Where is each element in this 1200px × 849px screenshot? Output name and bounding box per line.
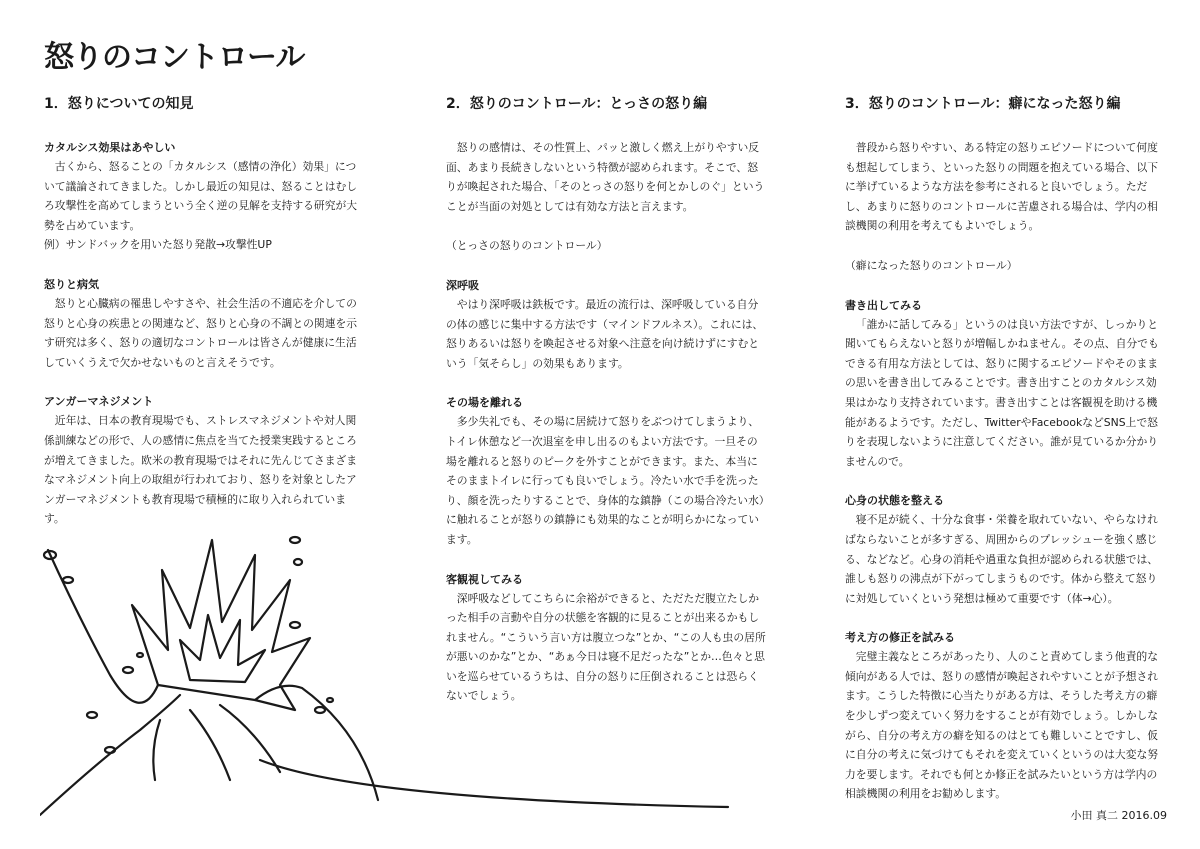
rock	[63, 577, 73, 583]
volcano-left-slope	[48, 550, 158, 703]
rock	[137, 653, 143, 657]
sudden-anger-subtitle: （とっさの怒りのコントロール）	[446, 239, 608, 253]
volcano-inner-ridge-2	[220, 705, 280, 772]
deep-breath-body: やはり深呼吸は鉄板です。最近の流行は、深呼吸している自分の体の感じに集中する方法です（マインドフルネス）。これには、怒りあるいは怒りを喚起させる対象へ注意を向け続けずにすむという「気そらし」の効果もあります。	[446, 297, 764, 370]
anger-management-body: 近年は、日本の教育現場でも、ストレスマネジメントや対人関係訓練などの形で、人の感情に焦点を当てた授業実践するところが増えてきました。欧米の教育現場ではそれに先んじてさまざまなマネジメント向上の取組が行われており、怒りを対象としたアンガーマネジメントも教育現場で積極的に取り入れられています。	[44, 414, 358, 526]
rock	[294, 559, 302, 565]
sudden-anger-intro: 怒りの感情は、その性質上、パッと激しく燃え上がりやすい反面、あまり長続きしないという特徴が認められます。そこで、怒りが喚起された場合、「そのとっさの怒りを何とかしのぐ」ということが当面の対処としては有効な方法と言えます。	[446, 141, 765, 213]
anger-management-title: アンガーマネジメント	[44, 395, 154, 409]
deep-breath-title: 深呼吸	[446, 278, 479, 292]
habitual-anger-subtitle: （癖になった怒りのコントロール）	[845, 258, 1018, 272]
ground-line	[260, 760, 728, 807]
write-out-title: 書き出してみる	[845, 298, 922, 312]
volcano-base-left	[40, 695, 180, 815]
catharsis-title: カタルシス効果はあやしい	[44, 141, 176, 154]
rock	[123, 667, 133, 673]
anger-illness-title: 怒りと病気	[44, 277, 99, 291]
write-out-body: 「誰かに話してみる」というのは良い方法ですが、しっかりと聞いてもらえないと怒りが増幅しかねません。その点、自分でもできる有用な方法としては、怒りに関するエピソードやそのままの思いを書き出してみることです。書き出すことのカタルシス効果はかなり支持されています。書き出すことは客観視を助ける機能があるようです。ただし、TwitterやFacebookなどSNS上で怒りを表現しないように注意してください。誰が見ているか分かりませんので。	[845, 317, 1159, 468]
thinking-fix-body: 完璧主義なところがあったり、人のこと責めてしまう他責的な傾向がある人では、怒りの感情が喚起されやすいことが予想されます。こうした特徴に心当たりがある方は、そうした考え方の癖を少しずつ変えていく努力をすることが有効でしょう。しかしながら、自分の考え方の癖を知るのはとても難しいことですし、仮に自分の考えに気づけてもそれを変えていくというのは大変な努力を要します。それでも何とか修正を試みたいという方は学内の相談機関の利用をお勧めします。	[845, 650, 1159, 801]
volcano-inner-ridge-3	[153, 720, 160, 780]
leave-place-body: 多少失礼でも、その場に居続けて怒りをぶつけてしまうより、トイレ休憩など一次退室を申し出るのもよい方法です。一旦その場を離れると怒りのピークを外すことができます。また、本当にそのままトイレに行っても良いでしょう。冷たい水で手を洗ったり、顔を洗ったりすることで、身体的な鎮静（この場合冷たい水）に触れることが怒りの鎮静にも効果的なことが明らかになっています。	[446, 415, 765, 546]
volcano-inner-ridge	[190, 710, 230, 780]
objective-view-title: 客観視してみる	[446, 572, 523, 586]
rock	[87, 712, 97, 718]
rock	[327, 698, 333, 702]
volcano-icon	[40, 510, 740, 820]
thinking-fix-title: 考え方の修正を試みる	[845, 631, 955, 645]
body-condition-body: 寝不足が続く、十分な食事・栄養を取れていない、やらなければならないことが多すぎる、周囲からのプレッシューを強く感じる、などなど。心身の消耗や過重な負担が認められる状態では、誰しも怒りの沸点が下がってしまうものです。体から整えて怒りに対処していくという発想は極めて重要です（体→心）。	[845, 513, 1159, 605]
objective-view-body: 深呼吸などしてこちらに余裕ができると、ただただ腹立たしかった相手の言動や自分の状態を客観的に見ることが出来るかもしれません。“こういう言い方は腹立つな”とか、“この人も虫の居所が悪いのかな”とか、“あぁ今日は寝不足だったな”とか…色々と思いを巡らせているうちは、自分の怒りに圧倒されることは恐らくないでしょう。	[446, 591, 766, 703]
section-heading-3: 3．怒りのコントロール：癖になった怒り編	[845, 96, 1121, 112]
catharsis-body: 古くから、怒ることの「カタルシス（感情の浄化）効果」について議論されてきました。しかし最近の知見は、怒ることはむしろ攻撃性を高めてしまうという全く逆の見解を支持する研究が大勢を占めています。	[44, 160, 358, 232]
signature: 小田 真二 2016.09	[1070, 809, 1167, 823]
section-heading-2: 2．怒りのコントロール：とっさの怒り編	[446, 96, 708, 112]
anger-illness-body: 怒りと心臓病の罹患しやすさや、社会生活の不適応を介しての怒りと心身の疾患との関連など、怒りと心身の不調との関連を示す研究は多く、怒りの適切なコントロールは皆さんが健康に生活していくうえで欠かせないものと言えそうです。	[44, 296, 358, 369]
page-title: 怒りのコントロール	[44, 40, 305, 75]
rock	[315, 707, 325, 713]
column-habitual-anger	[845, 94, 1167, 825]
section-heading-1: 1．怒りについての知見	[44, 96, 194, 112]
rock	[290, 622, 300, 628]
column-knowledge	[44, 94, 366, 529]
body-condition-title: 心身の状態を整える	[845, 494, 944, 508]
catharsis-example: 例）サンドバックを用いた怒り発散→攻撃性UP	[44, 238, 272, 252]
leave-place-title: その場を離れる	[446, 396, 523, 410]
rock	[290, 537, 300, 543]
habitual-anger-intro: 普段から怒りやすい、ある特定の怒りエピソードについて何度も想起してしまう、といった怒りの問題を抱えている場合、以下に挙げているような方法を参考にされると良いでしょう。ただし、あまりに怒りのコントロールに苦慮される場合は、学内の相談機関の利用を考えてもよいでしょう。	[845, 141, 1159, 233]
